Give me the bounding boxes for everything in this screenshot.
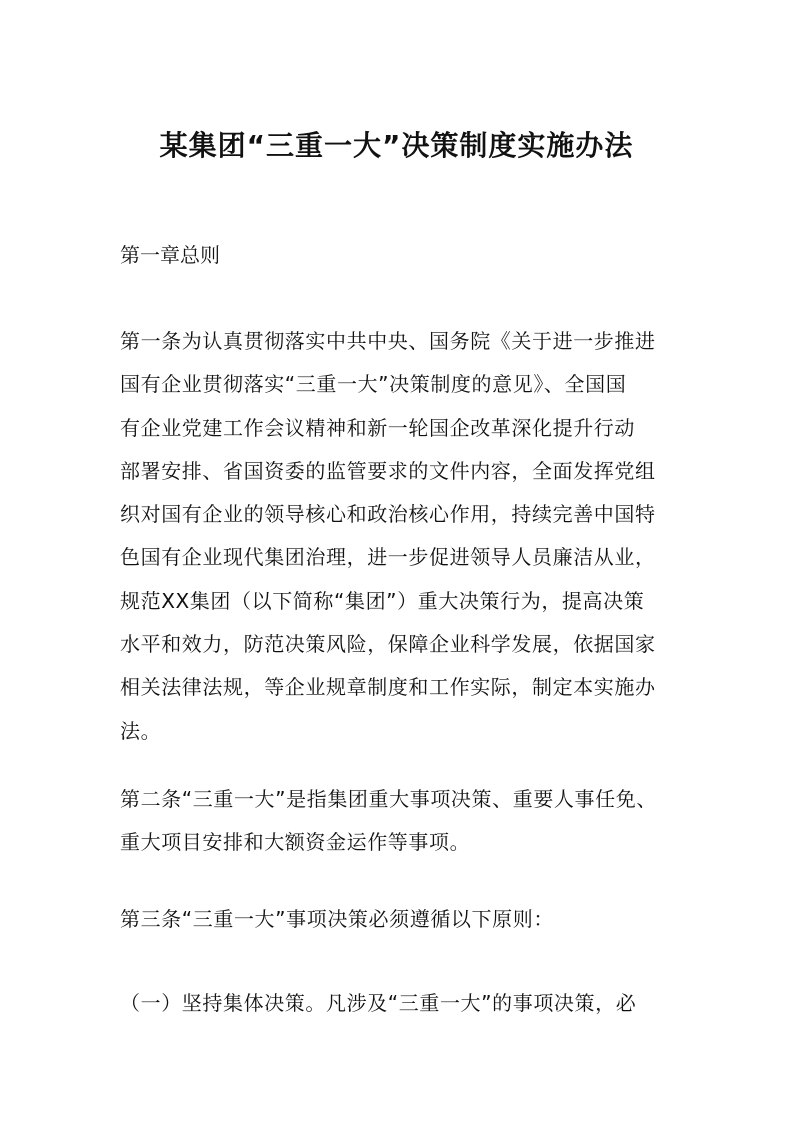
document-title: 某集团“三重一大”决策制度实施办法 [159, 129, 634, 162]
article-1-line: 第一条为认真贯彻落实中共中央、国务院《关于进一步推进 [120, 329, 656, 353]
article-1-line: 色国有企业现代集团治理，进一步促进领导人员廉洁从业， [120, 545, 656, 570]
article-1-line: 部署安排、省国资委的监管要求的文件内容，全面发挥党组 [120, 458, 656, 483]
article-2-line: 第二条“三重一大”是指集团重大事项决策、重要人事任免、 [120, 787, 657, 811]
article-1-paragraph [120, 320, 676, 753]
chapter-heading: 第一章总则 [120, 243, 220, 267]
article-1-line: 有企业党建工作会议精神和新一轮国企改革深化提升行动 [120, 415, 635, 440]
article-1-line: 水平和效力，防范决策风险，保障企业科学发展，依据国家 [120, 632, 656, 657]
article-1-line: 国有企业贯彻落实“三重一大”决策制度的意见》、全国国 [120, 372, 627, 397]
article-1-line: 织对国有企业的领导核心和政治核心作用，持续完善中国特 [120, 502, 656, 527]
article-3-paragraph: 第三条“三重一大”事项决策必须遵循以下原则： [120, 907, 554, 931]
article-1-line: 法。 [120, 718, 162, 743]
article-2-line: 重大项目安排和大额资金运作等事项。 [120, 830, 471, 855]
article-2-paragraph [120, 778, 676, 865]
article-1-line: 规范XX集团（以下简称“集团”）重大决策行为，提高决策 [120, 588, 645, 613]
principle-item-1: （一）坚持集体决策。凡涉及“三重一大”的事项决策，必 [120, 991, 637, 1015]
article-1-line: 相关法律法规，等企业规章制度和工作实际，制定本实施办 [120, 675, 656, 700]
